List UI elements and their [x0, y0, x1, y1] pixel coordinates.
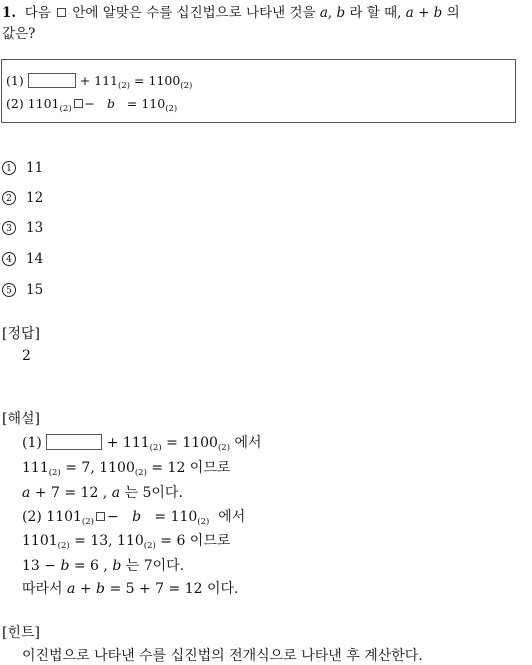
answer-value: 2 [22, 348, 31, 364]
circled-number-icon: 1 [2, 161, 16, 175]
blank-square-icon [57, 8, 66, 17]
answer-label: [정답] [2, 326, 40, 342]
choice-5[interactable]: 5 15 [2, 282, 43, 298]
answer-blank-box [28, 73, 76, 88]
explanation-line-3: a + 7 = 12 , a 는 5이다. [22, 485, 183, 501]
choice-2[interactable]: 2 12 [2, 190, 43, 206]
choice-3[interactable]: 3 13 [2, 220, 43, 236]
explanation-line-7: 따라서 a + b = 5 + 7 = 12 이다. [22, 581, 239, 597]
explanation-line-4: (2) $1101_{(2)}$ − b = $110_{(2)}$ 에서 [22, 509, 246, 527]
circled-number-icon: 3 [2, 221, 16, 235]
question-number: 1. [2, 5, 17, 21]
condition-line-1: $(1) + 111_{(2)} = 1100_{(2)}$ [6, 73, 193, 91]
condition-line-2: (2) $1101_{(2)}$ − b = $110_{(2)}$ [6, 96, 178, 114]
explanation-line-2: $111_{(2)} = 7$, $1100_{(2)} = 12$ 이므로 [22, 460, 231, 478]
question-line-2: 값은? [2, 26, 36, 42]
blank-square-icon [96, 512, 105, 521]
question-line-1: 1. 다음 안에 알맞은 수를 십진법으로 나타낸 것을 a, b 라 할 때, a + b 의 [2, 5, 460, 21]
choice-4[interactable]: 4 14 [2, 251, 43, 267]
question-text: 다음 [24, 5, 51, 21]
explanation-line-1: $(1) + 111_{(2)} = 1100_{(2)}$ 에서 [22, 435, 262, 453]
explanation-line-6: 13 − b = 6 , b 는 7이다. [22, 558, 185, 574]
circled-number-icon: 2 [2, 191, 16, 205]
explanation-line-5: $1101_{(2)} = 13$, $110_{(2)} = 6$ 이므로 [22, 533, 231, 551]
condition-box [1, 59, 516, 123]
circled-number-icon: 4 [2, 252, 16, 266]
blank-square-icon [74, 99, 83, 108]
hint-label: [힌트] [2, 625, 40, 641]
explanation-label: [해설] [2, 411, 40, 427]
hint-text: 이진법으로 나타낸 수를 십진법의 전개식으로 나타낸 후 계산한다. [22, 648, 423, 664]
choice-1[interactable]: 1 11 [2, 160, 43, 176]
circled-number-icon: 5 [2, 283, 16, 297]
answer-blank-box [46, 434, 102, 450]
